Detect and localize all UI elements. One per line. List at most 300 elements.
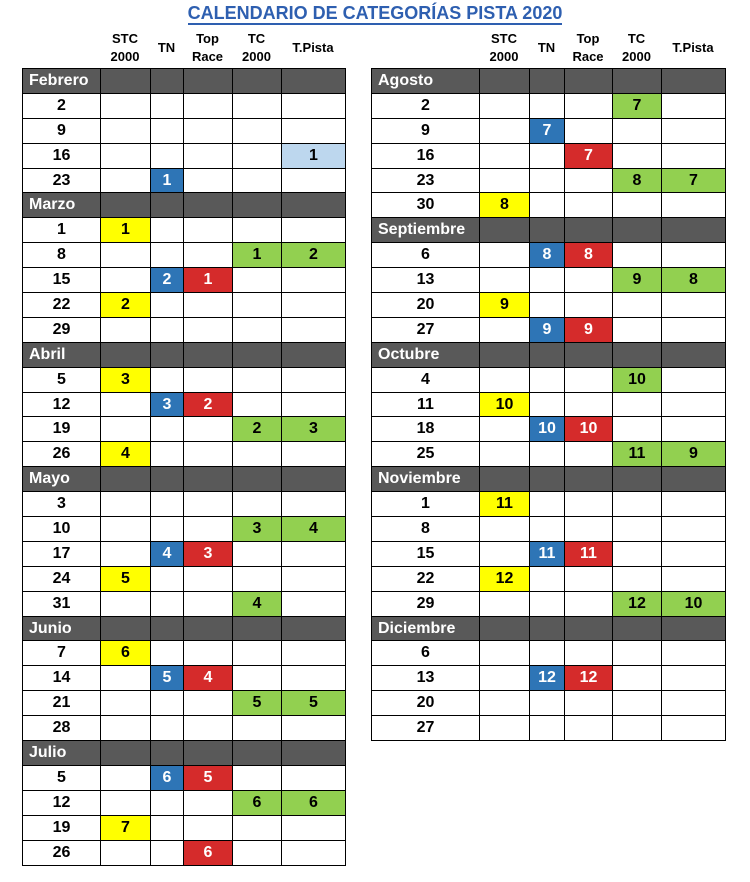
day-cell: 1 (23, 218, 101, 243)
month-bar-cell (101, 616, 151, 641)
race-cell (184, 143, 233, 168)
race-cell (530, 93, 565, 118)
race-cell (184, 442, 233, 467)
race-cell (530, 143, 565, 168)
day-cell: 14 (23, 666, 101, 691)
race-cell (480, 716, 530, 741)
column-header-right-2 (564, 30, 612, 66)
race-cell (282, 492, 346, 517)
month-name: Junio (23, 616, 101, 641)
race-cell (530, 367, 565, 392)
date-row (372, 517, 726, 542)
date-row (23, 566, 346, 591)
race-cell: 11 (530, 541, 565, 566)
race-cell (565, 93, 613, 118)
column-header-left-0 (100, 30, 150, 66)
race-cell (480, 641, 530, 666)
column-header-line1: TN (537, 40, 556, 55)
month-header-row (372, 616, 726, 641)
race-cell (480, 691, 530, 716)
race-cell (151, 417, 184, 442)
race-cell (151, 93, 184, 118)
race-cell (480, 517, 530, 542)
race-cell (480, 442, 530, 467)
race-cell: 2 (101, 293, 151, 318)
month-bar-cell (151, 69, 184, 94)
race-cell (101, 317, 151, 342)
date-row (23, 442, 346, 467)
race-cell: 1 (233, 243, 282, 268)
month-header-row (23, 342, 346, 367)
day-cell: 22 (23, 293, 101, 318)
race-cell (101, 168, 151, 193)
day-cell: 13 (372, 666, 480, 691)
column-header-right-4 (661, 39, 725, 57)
race-cell (480, 93, 530, 118)
day-cell: 13 (372, 268, 480, 293)
race-cell: 8 (662, 268, 726, 293)
month-name: Agosto (372, 69, 480, 94)
column-header-line2: 2000 (242, 49, 271, 64)
month-bar-cell (151, 467, 184, 492)
date-row (23, 815, 346, 840)
date-row (372, 691, 726, 716)
race-cell: 2 (282, 243, 346, 268)
race-cell (662, 566, 726, 591)
day-cell: 3 (23, 492, 101, 517)
column-header-right-1 (529, 39, 564, 57)
race-cell (530, 691, 565, 716)
race-cell (662, 118, 726, 143)
date-row (23, 93, 346, 118)
day-cell: 26 (23, 840, 101, 865)
month-bar-cell (613, 218, 662, 243)
date-row (372, 143, 726, 168)
month-name: Abril (23, 342, 101, 367)
race-cell: 6 (233, 790, 282, 815)
month-name: Noviembre (372, 467, 480, 492)
race-cell (151, 293, 184, 318)
day-cell: 23 (372, 168, 480, 193)
race-cell (233, 317, 282, 342)
race-cell: 10 (530, 417, 565, 442)
day-cell: 27 (372, 317, 480, 342)
day-cell: 5 (23, 367, 101, 392)
race-cell (233, 716, 282, 741)
column-header-line2: 2000 (110, 49, 140, 64)
race-cell: 1 (282, 143, 346, 168)
race-cell (662, 392, 726, 417)
column-header-left-2 (183, 30, 232, 66)
date-row (372, 566, 726, 591)
date-row (372, 243, 726, 268)
date-row (372, 168, 726, 193)
race-cell (233, 840, 282, 865)
race-cell (151, 591, 184, 616)
race-cell (282, 293, 346, 318)
race-cell (151, 641, 184, 666)
month-bar-cell (565, 467, 613, 492)
day-cell: 16 (23, 143, 101, 168)
month-bar-cell (613, 467, 662, 492)
race-cell (101, 392, 151, 417)
race-cell (101, 666, 151, 691)
race-cell (282, 442, 346, 467)
month-bar-cell (480, 69, 530, 94)
calendar-table-right (371, 68, 726, 741)
month-bar-cell (530, 342, 565, 367)
month-bar-cell (184, 69, 233, 94)
month-header-row (372, 218, 726, 243)
month-header-row (23, 69, 346, 94)
race-cell (662, 541, 726, 566)
date-row (23, 641, 346, 666)
page-title (0, 3, 750, 24)
month-bar-cell (565, 342, 613, 367)
race-cell (233, 93, 282, 118)
month-name: Octubre (372, 342, 480, 367)
race-cell (530, 168, 565, 193)
day-cell: 23 (23, 168, 101, 193)
race-cell (233, 268, 282, 293)
race-cell (530, 492, 565, 517)
race-cell (151, 517, 184, 542)
month-bar-cell (613, 616, 662, 641)
race-cell (480, 268, 530, 293)
race-cell: 6 (282, 790, 346, 815)
race-cell: 4 (184, 666, 233, 691)
month-bar-cell (151, 616, 184, 641)
race-cell (282, 716, 346, 741)
race-cell: 12 (613, 591, 662, 616)
race-cell (282, 168, 346, 193)
race-cell: 12 (480, 566, 530, 591)
race-cell (613, 417, 662, 442)
month-bar-cell (101, 342, 151, 367)
race-cell (662, 143, 726, 168)
month-bar-cell (282, 342, 346, 367)
race-cell (184, 118, 233, 143)
race-cell (662, 243, 726, 268)
race-cell: 5 (101, 566, 151, 591)
race-cell (233, 666, 282, 691)
race-cell (101, 790, 151, 815)
race-cell (613, 541, 662, 566)
race-cell (184, 293, 233, 318)
race-cell (184, 168, 233, 193)
race-cell (233, 143, 282, 168)
race-cell: 1 (184, 268, 233, 293)
date-row (372, 442, 726, 467)
race-cell: 9 (480, 293, 530, 318)
day-cell: 17 (23, 541, 101, 566)
date-row (23, 691, 346, 716)
day-cell: 1 (372, 492, 480, 517)
date-row (372, 93, 726, 118)
month-name: Julio (23, 741, 101, 766)
race-cell (151, 218, 184, 243)
race-cell: 7 (662, 168, 726, 193)
month-bar-cell (101, 69, 151, 94)
race-cell (101, 716, 151, 741)
date-row (23, 218, 346, 243)
day-cell: 19 (23, 815, 101, 840)
race-cell: 3 (282, 417, 346, 442)
race-cell (613, 243, 662, 268)
race-cell (480, 591, 530, 616)
race-cell (151, 118, 184, 143)
race-cell (151, 367, 184, 392)
race-cell (662, 193, 726, 218)
day-cell: 6 (372, 243, 480, 268)
date-row (23, 392, 346, 417)
race-cell (480, 118, 530, 143)
race-cell (184, 691, 233, 716)
day-cell: 18 (372, 417, 480, 442)
column-header-left-1 (150, 39, 183, 57)
month-name: Marzo (23, 193, 101, 218)
day-cell: 20 (372, 293, 480, 318)
date-row (23, 591, 346, 616)
race-cell: 5 (282, 691, 346, 716)
race-cell (480, 367, 530, 392)
race-cell (565, 442, 613, 467)
race-cell: 9 (613, 268, 662, 293)
race-cell (282, 541, 346, 566)
race-cell (101, 93, 151, 118)
race-cell (101, 765, 151, 790)
month-name: Diciembre (372, 616, 480, 641)
race-cell (480, 666, 530, 691)
date-row (372, 641, 726, 666)
race-cell (184, 93, 233, 118)
race-cell (151, 317, 184, 342)
month-bar-cell (530, 69, 565, 94)
race-cell (233, 293, 282, 318)
race-cell (480, 417, 530, 442)
race-cell: 11 (565, 541, 613, 566)
race-cell: 9 (530, 317, 565, 342)
race-cell (101, 840, 151, 865)
race-cell (184, 367, 233, 392)
column-header-left-3 (232, 30, 281, 66)
race-cell (565, 591, 613, 616)
race-cell (613, 517, 662, 542)
race-cell (565, 168, 613, 193)
race-cell (282, 317, 346, 342)
race-cell: 10 (662, 591, 726, 616)
day-cell: 15 (23, 268, 101, 293)
race-cell (530, 268, 565, 293)
month-bar-cell (613, 69, 662, 94)
date-row (23, 790, 346, 815)
race-cell (282, 765, 346, 790)
race-cell (662, 293, 726, 318)
date-row (23, 492, 346, 517)
race-cell: 5 (233, 691, 282, 716)
date-row (23, 840, 346, 865)
race-cell (184, 566, 233, 591)
race-cell (480, 317, 530, 342)
race-cell: 7 (613, 93, 662, 118)
day-cell: 7 (23, 641, 101, 666)
race-cell (184, 417, 233, 442)
column-header-line2: 2000 (489, 49, 519, 64)
race-cell (662, 417, 726, 442)
race-cell (613, 566, 662, 591)
race-cell: 7 (565, 143, 613, 168)
race-cell (184, 243, 233, 268)
race-cell (151, 691, 184, 716)
race-cell (565, 691, 613, 716)
column-header-line1: TC (627, 31, 646, 46)
race-cell (613, 317, 662, 342)
race-cell: 1 (101, 218, 151, 243)
date-row (23, 517, 346, 542)
month-bar-cell (101, 741, 151, 766)
race-cell (184, 641, 233, 666)
day-cell: 5 (23, 765, 101, 790)
day-cell: 30 (372, 193, 480, 218)
race-cell: 8 (480, 193, 530, 218)
month-name: Septiembre (372, 218, 480, 243)
date-row (372, 193, 726, 218)
date-row (23, 666, 346, 691)
race-cell (151, 840, 184, 865)
race-cell (282, 367, 346, 392)
day-cell: 9 (372, 118, 480, 143)
race-cell (233, 492, 282, 517)
race-cell (662, 517, 726, 542)
race-cell (530, 716, 565, 741)
race-cell (151, 442, 184, 467)
month-bar-cell (662, 616, 726, 641)
month-bar-cell (233, 69, 282, 94)
day-cell: 19 (23, 417, 101, 442)
race-cell (233, 815, 282, 840)
day-cell: 15 (372, 541, 480, 566)
race-cell (282, 566, 346, 591)
column-header-line1: TN (157, 40, 176, 55)
race-cell: 1 (151, 168, 184, 193)
race-cell (662, 492, 726, 517)
race-cell (101, 541, 151, 566)
race-cell: 3 (101, 367, 151, 392)
race-cell (565, 193, 613, 218)
day-cell: 6 (372, 641, 480, 666)
month-bar-cell (282, 741, 346, 766)
month-bar-cell (530, 467, 565, 492)
race-cell (565, 268, 613, 293)
race-cell (233, 168, 282, 193)
column-header-line2: 2000 (622, 49, 651, 64)
month-name: Febrero (23, 69, 101, 94)
day-cell: 9 (23, 118, 101, 143)
month-bar-cell (151, 342, 184, 367)
date-row (372, 367, 726, 392)
race-cell: 7 (101, 815, 151, 840)
date-row (23, 293, 346, 318)
race-cell (101, 243, 151, 268)
race-cell (530, 293, 565, 318)
date-row (23, 143, 346, 168)
column-header-right-3 (612, 30, 661, 66)
race-cell (613, 492, 662, 517)
race-cell (184, 815, 233, 840)
day-cell: 25 (372, 442, 480, 467)
race-cell: 6 (184, 840, 233, 865)
date-row (23, 243, 346, 268)
race-cell (662, 317, 726, 342)
race-cell: 6 (151, 765, 184, 790)
date-row (372, 118, 726, 143)
month-bar-cell (101, 467, 151, 492)
month-bar-cell (480, 467, 530, 492)
month-bar-cell (282, 69, 346, 94)
day-cell: 21 (23, 691, 101, 716)
race-cell (662, 716, 726, 741)
day-cell: 8 (23, 243, 101, 268)
race-cell: 8 (530, 243, 565, 268)
race-cell (565, 492, 613, 517)
month-header-row (23, 467, 346, 492)
race-cell (101, 691, 151, 716)
race-cell (613, 392, 662, 417)
race-cell: 6 (101, 641, 151, 666)
race-cell (151, 143, 184, 168)
month-bar-cell (613, 342, 662, 367)
race-cell (613, 193, 662, 218)
race-cell: 11 (480, 492, 530, 517)
date-row (372, 268, 726, 293)
column-header-line2: Race (572, 49, 604, 64)
month-bar-cell (101, 193, 151, 218)
race-cell (530, 392, 565, 417)
race-cell: 10 (613, 367, 662, 392)
month-bar-cell (233, 193, 282, 218)
day-cell: 28 (23, 716, 101, 741)
race-cell: 8 (565, 243, 613, 268)
race-cell: 4 (101, 442, 151, 467)
race-cell (101, 417, 151, 442)
month-bar-cell (662, 467, 726, 492)
month-bar-cell (151, 193, 184, 218)
race-cell (151, 716, 184, 741)
race-cell (233, 566, 282, 591)
month-name: Mayo (23, 467, 101, 492)
race-cell (282, 591, 346, 616)
month-bar-cell (282, 467, 346, 492)
page-title-text: CALENDARIO DE CATEGORÍAS PISTA 2020 (187, 3, 563, 23)
race-cell (480, 243, 530, 268)
race-cell (530, 566, 565, 591)
race-cell (151, 790, 184, 815)
day-cell: 11 (372, 392, 480, 417)
date-row (23, 765, 346, 790)
race-cell (565, 566, 613, 591)
race-cell (282, 218, 346, 243)
month-header-row (372, 467, 726, 492)
race-cell: 5 (184, 765, 233, 790)
month-header-row (23, 193, 346, 218)
race-cell: 4 (233, 591, 282, 616)
month-bar-cell (184, 193, 233, 218)
race-cell (233, 765, 282, 790)
column-header-left-4 (281, 39, 345, 57)
column-header-right-0 (479, 30, 529, 66)
race-cell (282, 118, 346, 143)
race-cell (613, 716, 662, 741)
